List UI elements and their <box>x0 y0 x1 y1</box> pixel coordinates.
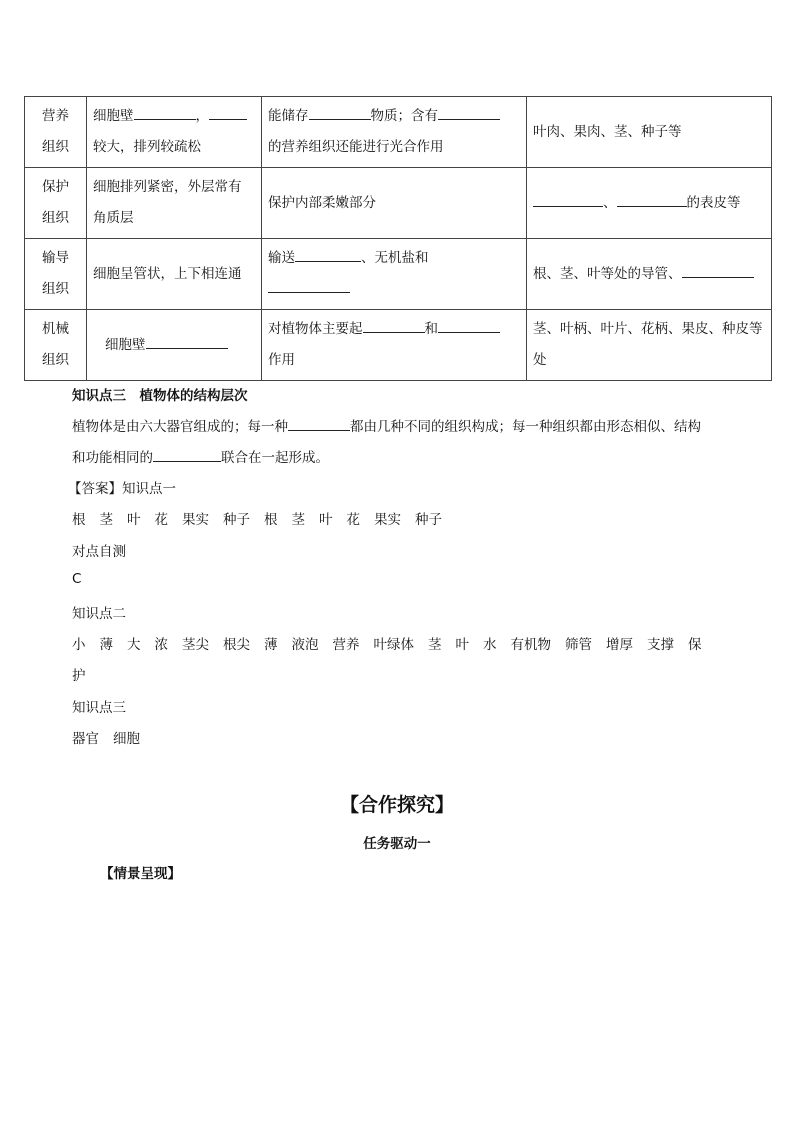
tissue-structure: 细胞排列紧密，外层常有 角质层 <box>87 168 262 239</box>
coop-title: 【合作探究】 <box>339 794 454 816</box>
kp3-answer-words: 器官 细胞 <box>72 731 140 747</box>
tissue-structure: 细胞呈管状，上下相连通 <box>87 239 262 310</box>
self-test-answer: C <box>72 571 82 587</box>
task-title: 任务驱动一 <box>363 836 431 852</box>
kp2-answer-words: 小 薄 大 浓 茎尖 根尖 薄 液泡 营养 叶绿体 茎 叶 水 有机物 筛管 增厚 支撑 保 <box>72 637 702 653</box>
kp2-answer-tail: 护 <box>72 668 86 684</box>
kp1-answer-words: 根 茎 叶 花 果实 种子 根 茎 叶 花 果实 种子 <box>72 512 442 528</box>
table-row <box>25 239 772 310</box>
tissue-structure: 细胞壁 <box>87 310 262 381</box>
self-test-label: 对点自测 <box>72 544 126 560</box>
tissue-location: 、 的表皮等 <box>527 168 772 239</box>
tissue-location: 茎、叶柄、叶片、花柄、果皮、种皮等 处 <box>527 310 772 381</box>
tissue-table <box>24 96 772 381</box>
tissue-function: 保护内部柔嫩部分 <box>262 168 527 239</box>
tissue-function: 能储存 物质；含有 的营养组织还能进行光合作用 <box>262 97 527 168</box>
tissue-name: 机械 组织 <box>25 310 87 381</box>
tissue-name: 保护 组织 <box>25 168 87 239</box>
kp3-text-line-2: 和功能相同的 联合在一起形成。 <box>72 446 329 466</box>
scene-heading: 【情景呈现】 <box>100 866 181 882</box>
tissue-structure: 细胞壁 ， 较大，排列较疏松 <box>87 97 262 168</box>
tissue-name: 营养 组织 <box>25 97 87 168</box>
tissue-location: 叶肉、果肉、茎、种子等 <box>527 97 772 168</box>
answer-label: 【答案】知识点一 <box>68 481 176 497</box>
table-row <box>25 310 772 381</box>
table-row <box>25 97 772 168</box>
kp3-text-line-1: 植物体是由六大器官组成的；每一种 都由几种不同的组织构成；每一种组织都由形态相似、结构 <box>72 415 701 435</box>
table-row <box>25 168 772 239</box>
kp3-label: 知识点三 <box>72 700 126 716</box>
kp3-heading: 知识点三 植物体的结构层次 <box>72 388 248 404</box>
tissue-location: 根、茎、叶等处的导管、 <box>527 239 772 310</box>
tissue-function: 输送 、无机盐和 <box>262 239 527 310</box>
tissue-name: 输导 组织 <box>25 239 87 310</box>
tissue-function: 对植物体主要起 和 作用 <box>262 310 527 381</box>
kp2-label: 知识点二 <box>72 606 126 622</box>
